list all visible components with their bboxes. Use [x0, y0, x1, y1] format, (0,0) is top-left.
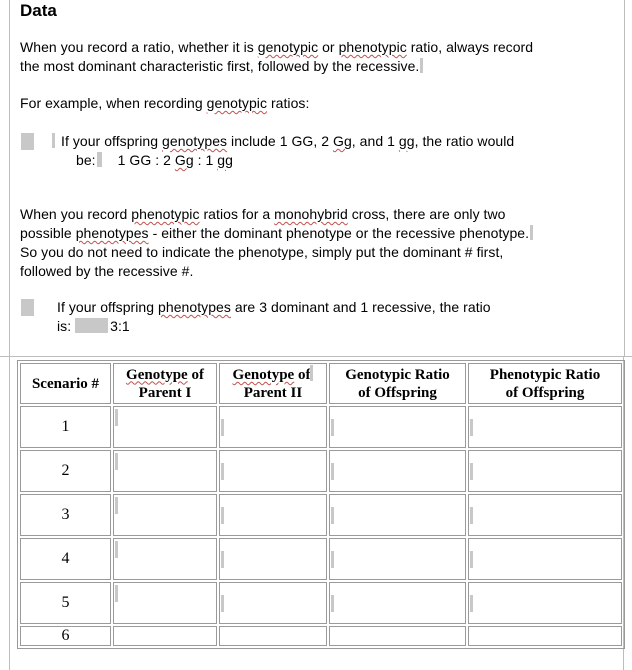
scenario-table — [17, 360, 625, 649]
field-mark — [52, 133, 55, 148]
table-row — [20, 626, 622, 646]
header-genotype-parent-1: Genotype of Parent I — [113, 363, 217, 404]
field-mark — [97, 152, 102, 167]
header-genotype-parent-2: Genotype of Parent II — [219, 363, 327, 404]
field-mark — [310, 365, 313, 381]
parent-2-cell[interactable] — [219, 582, 327, 624]
text-cursor-mark — [420, 58, 423, 73]
scenario-number: 6 — [20, 626, 111, 646]
parent-2-cell[interactable] — [219, 538, 327, 580]
table-row — [20, 582, 622, 624]
phenotype-instructions: When you record phenotypic ratios for a monohybrid cross, there are only two possible phenotypes - either the dominant phenotype or the recessive phenotype. So you do not need to indicate the phenotype, simply put the dominant # first, followed by the recessive #. — [20, 205, 615, 281]
header-genotypic-ratio: Genotypic Ratio of Offspring — [329, 363, 466, 404]
phenotypic-ratio-cell[interactable] — [468, 406, 622, 448]
bullet-marker — [21, 299, 34, 316]
phenotypic-ratio-cell[interactable] — [468, 450, 622, 492]
table-row — [20, 494, 622, 536]
parent-1-cell[interactable] — [113, 494, 217, 536]
genotypic-ratio-cell[interactable] — [329, 494, 466, 536]
page-border-left — [9, 357, 10, 670]
phenotypic-ratio-cell[interactable] — [468, 626, 622, 646]
parent-1-cell[interactable] — [113, 626, 217, 646]
header-scenario: Scenario # — [20, 363, 111, 404]
table-row — [20, 450, 622, 492]
table-header-row — [20, 363, 622, 404]
genotype-example: If your offspring genotypes include 1 GG, 2 Gg, and 1 gg, the ratio would be: 1 GG : 2 Gg : 1 gg — [51, 132, 611, 170]
example-intro: For example, when recording genotypic ratios: — [20, 95, 310, 111]
parent-2-cell[interactable] — [219, 494, 327, 536]
parent-1-cell[interactable] — [113, 406, 217, 448]
parent-2-cell[interactable] — [219, 450, 327, 492]
phenotypic-ratio-cell[interactable] — [468, 582, 622, 624]
table-row — [20, 538, 622, 580]
parent-1-cell[interactable] — [113, 582, 217, 624]
section-divider — [0, 356, 632, 357]
ratio-instructions: When you record a ratio, whether it is genotypic or phenotypic ratio, always record the most dominant characteristic first, followed by the recessive. — [20, 39, 534, 74]
phenotypic-ratio-cell[interactable] — [468, 538, 622, 580]
bullet-marker — [21, 133, 34, 150]
phenotype-example: If your offspring phenotypes are 3 dominant and 1 recessive, the ratio is: 3:1 — [57, 299, 491, 334]
scenario-number: 2 — [20, 450, 111, 492]
parent-2-cell[interactable] — [219, 406, 327, 448]
genotypic-ratio-cell[interactable] — [329, 406, 466, 448]
header-phenotypic-ratio: Phenotypic Ratio of Offspring — [468, 363, 622, 404]
phenotypic-ratio-cell[interactable] — [468, 494, 622, 536]
table-row — [20, 406, 622, 448]
scenario-number: 5 — [20, 582, 111, 624]
genotypic-ratio-cell[interactable] — [329, 582, 466, 624]
data-heading: Data — [20, 1, 57, 20]
scenario-number: 3 — [20, 494, 111, 536]
genotypic-ratio-cell[interactable] — [329, 538, 466, 580]
genotypic-ratio-cell[interactable] — [329, 626, 466, 646]
scenario-number: 4 — [20, 538, 111, 580]
genotypic-ratio-cell[interactable] — [329, 450, 466, 492]
parent-1-cell[interactable] — [113, 538, 217, 580]
scenario-number: 1 — [20, 406, 111, 448]
parent-2-cell[interactable] — [219, 626, 327, 646]
parent-1-cell[interactable] — [113, 450, 217, 492]
text-cursor-mark — [530, 225, 533, 240]
answer-field-shade[interactable] — [75, 318, 108, 333]
